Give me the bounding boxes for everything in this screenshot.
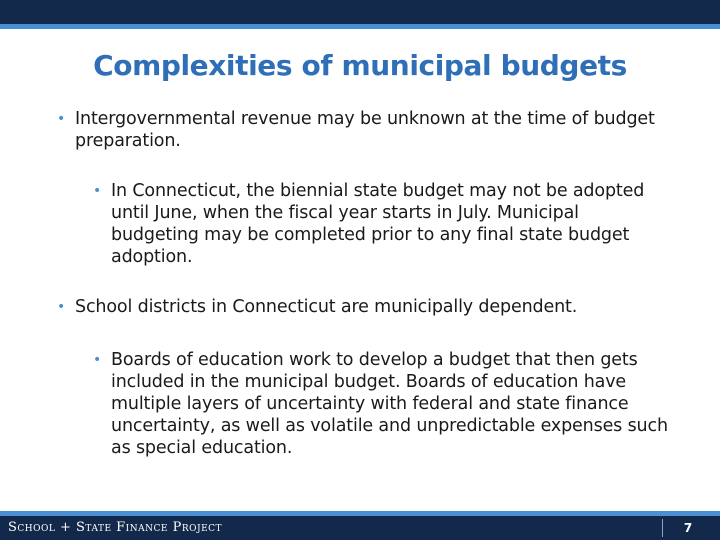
sub-bullet-item	[93, 349, 681, 459]
bullet-item	[57, 296, 675, 318]
bullet-dot-icon: •	[57, 111, 66, 127]
footer-divider	[662, 519, 663, 537]
footer-organization: School + State Finance Project	[8, 520, 223, 535]
bullet-text: Intergovernmental revenue may be unknown at the time of budget preparation.	[75, 109, 655, 151]
bullet-dot-icon: •	[57, 299, 66, 315]
sub-bullet-text: In Connecticut, the biennial state budget may not be adopted until June, when the fiscal year starts in July. Municipal budgeting may be completed prior to any final state budget adoption.	[111, 181, 645, 267]
bullet-dot-icon: •	[93, 183, 102, 199]
header-band	[0, 0, 720, 24]
bullet-dot-icon: •	[93, 352, 102, 368]
sub-bullet-text: Boards of education work to develop a budget that then gets included in the municipal budget. Boards of education have multiple layers of uncertainty with federal and state finance uncertainty, as well as volatile and unpredictable expenses such as special education.	[111, 350, 668, 458]
page-number: 7	[683, 521, 693, 535]
slide-title: Complexities of municipal budgets	[93, 49, 627, 82]
bullet-text: School districts in Connecticut are municipally dependent.	[75, 297, 578, 317]
header-accent-stripe	[0, 24, 720, 29]
sub-bullet-item	[93, 180, 671, 268]
bullet-item	[57, 108, 675, 152]
